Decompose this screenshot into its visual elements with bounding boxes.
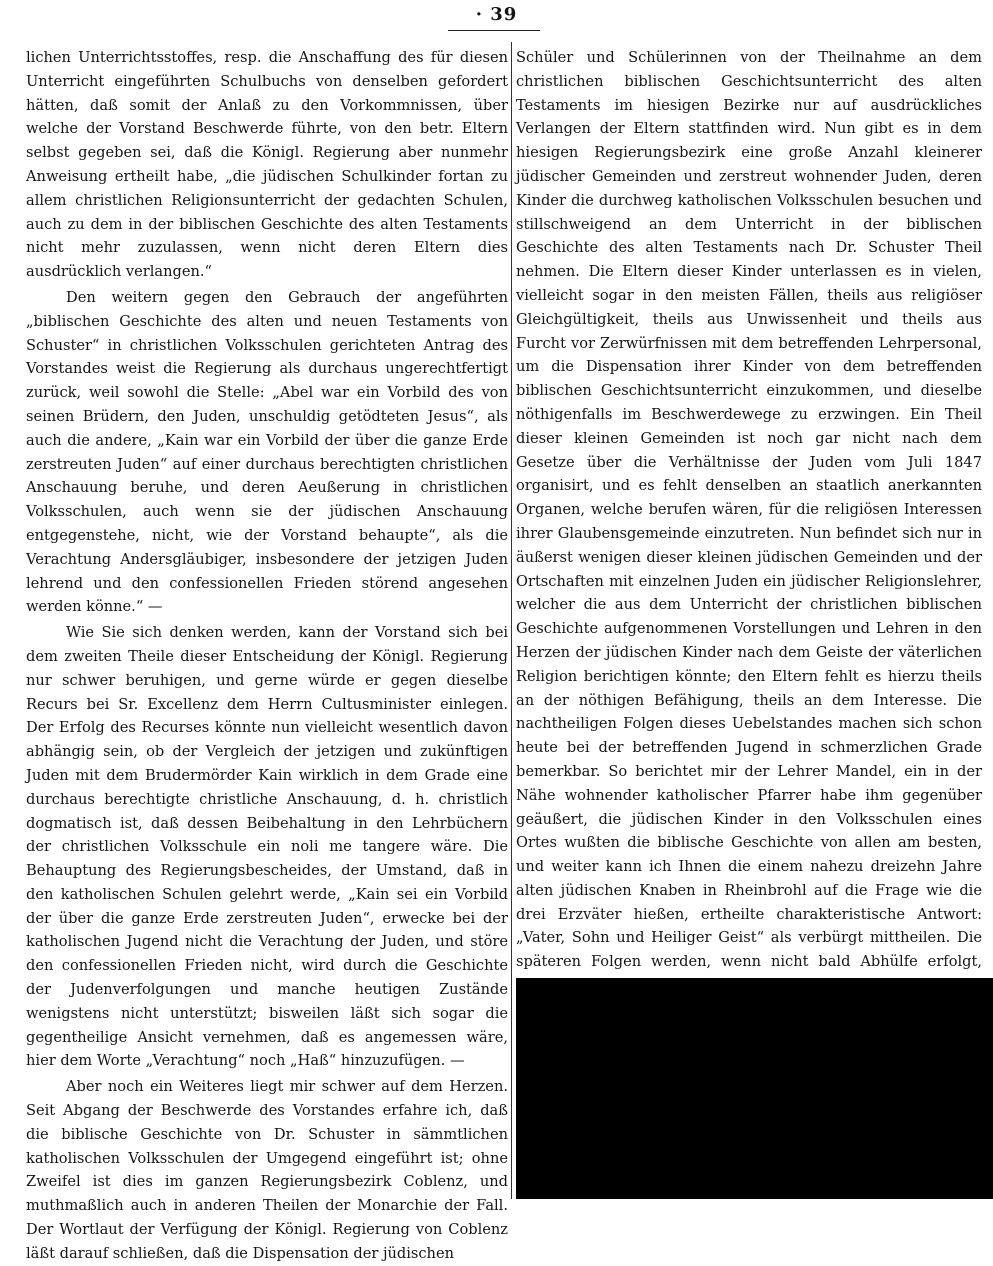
- scan-black-area: [516, 978, 993, 1199]
- left-paragraph-1: lichen Unterrichtsstoffes, resp. die Anschaffung des für diesen Unterricht eingeführten Schulbuchs von denselben gefordert hätten, daß somit der Anlaß zu den Vorkommnissen, über welche der Vorstand Beschwerde führte, von den betr. Eltern selbst gegeben sei, daß die Königl. Regierung aber nunmehr Anweisung ertheilt habe, „die jüdischen Schulkinder fortan zu allem christlichen Religionsunterricht der gedachten Schulen, auch zu dem in der biblischen Geschichte des alten Testaments nicht mehr zuzulassen, wenn nicht deren Eltern dies ausdrücklich verlangen.“: [26, 49, 508, 281]
- left-paragraph-4: Aber noch ein Weiteres liegt mir schwer auf dem Herzen. Seit Abgang der Beschwerde des Vorstandes erfahre ich, daß die biblische Geschichte von Dr. Schuster in sämmtlichen katholischen Volksschulen der Umgegend eingeführt ist; ohne Zweifel ist dies im ganzen Regierungsbezirk Coblenz, und muthmaßlich auch in anderen Theilen der Monarchie der Fall. Der Wortlaut der Verfügung der Königl. Regierung von Coblenz läßt darauf schließen, daß die Dispensation der jüdischen: [26, 1078, 508, 1262]
- right-column: [516, 46, 982, 976]
- left-paragraph-2: Den weitern gegen den Gebrauch der angeführten „biblischen Geschichte des alten und neuen Testaments von Schuster“ in christlichen Volksschulen gerichteten Antrag des Vorstandes weist die Regierung als durchaus ungerechtfertigt zurück, weil sowohl die Stelle: „Abel war ein Vorbild des von seinen Brüdern, den Juden, unschuldig getödteten Jesus“, als auch die andere, „Kain war ein Vorbild der über die ganze Erde zerstreuten Juden“ auf einer durchaus berechtigten christlichen Anschauung beruhe, und deren Aeußerung in christlichen Volksschulen, auch wenn sie der jüdischen Anschauung entgegenstehe, nicht, wie der Vorstand behaupte“, als die Verachtung Andersgläubiger, insbesondere der jetzigen Juden lehrend und den confessionellen Frieden störend angesehen werden könne.“ —: [26, 288, 508, 616]
- header-rule: [448, 30, 540, 31]
- page-number: · 39: [475, 4, 518, 25]
- left-paragraph-3: Wie Sie sich denken werden, kann der Vorstand sich bei dem zweiten Theile dieser Entscheidung der Königl. Regierung nur schwer beruhigen, und gerne würde er gegen dieselbe Recurs bei Sr. Excellenz dem Herrn Cultusminister einlegen. Der Erfolg des Recurses könnte nun vielleicht wesentlich davon abhängig sein, ob der Vergleich der jetzigen und zukünftigen Juden mit dem Brudermörder Kain wirklich in dem Grade eine durchaus berechtigte christliche Anschauung, d. h. christlich dogmatisch ist, daß dessen Beibehaltung in den Lehrbüchern der christlichen Volksschule ein noli me tangere wäre. Die Behauptung des Regierungsbescheides, der Umstand, daß in den katholischen Schulen gelehrt werde, „Kain sei ein Vorbild der über die ganze Erde zerstreuten Juden“, erwecke bei der katholischen Jugend nicht die Verachtung der Juden, und störe den confessionellen Frieden nicht, wird durch die Geschichte der Judenverfolgungen und manche heutigen Zustände wenigstens nicht unterstützt; bisweilen läßt sich sogar die gegentheilige Ansicht vernehmen, daß es angemessen wäre, hier dem Worte „Verachtung“ noch „Haß“ hinzuzufügen. —: [26, 624, 508, 1070]
- right-paragraph-1: Schüler und Schülerinnen von der Theilnahme an dem christlichen biblischen Geschichtsunterricht des alten Testaments im hiesigen Bezirke nur auf ausdrückliches Verlangen der Eltern stattfinden wird. Nun gibt es in dem hiesigen Regierungsbezirk eine große Anzahl kleinerer jüdischer Gemeinden und zerstreut wohnender Juden, deren Kinder die durchweg katholischen Volksschulen besuchen und stillschweigend an dem Unterricht in der biblischen Geschichte des alten Testaments nach Dr. Schuster Theil nehmen. Die Eltern dieser Kinder unterlassen es in vielen, vielleicht sogar in den meisten Fällen, theils aus religiöser Gleichgültigkeit, theils aus Unwissenheit und theils aus Furcht vor Zerwürfnissen mit dem betreffenden Lehrpersonal, um die Dispensation ihrer Kinder von dem betreffenden biblischen Geschichtsunterricht einzukommen, und dieselbe nöthigenfalls im Beschwerdewege zu erzwingen. Ein Theil dieser kleinen Gemeinden ist noch gar nicht nach dem Gesetze über die Verhältnisse der Juden vom Juli 1847 organisirt, und es fehlt denselben an staatlich anerkannten Organen, welche berufen wären, für die religiösen Interessen ihrer Glaubensgemeinde einzutreten. Nun befindet sich nur in äußerst wenigen dieser kleinen jüdischen Gemeinden und der Ortschaften mit einzelnen Juden ein jüdischer Religionslehrer, welcher die aus dem Unterricht der christlichen biblischen Geschichte aufgenommenen Vorstellungen und Lehren in den Herzen der jüdischen Kinder nach dem Geiste der väterlichen Religion berichtigen könnte; den Eltern fehlt es hierzu theils an der nöthigen Befähigung, theils an dem Interesse. Die nachtheiligen Folgen dieses Uebelstandes machen sich schon heute bei der betreffenden Jugend in schmerzlichen Grade bemerkbar. So berichtet mir der Lehrer Mandel, ein in der Nähe wohnender katholischer Pfarrer habe ihm gegenüber geäußert, die jüdischen Kinder in den Volksschulen eines Ortes wußten die biblische Geschichte von allen am besten, und weiter kann ich Ihnen die einem nahezu dreizehn Jahre alten jüdischen Knaben in Rheinbrohl auf die Frage wie die drei Erzväter hießen, ertheilte charakteristische Antwort: „Vater, Sohn und Heiliger Geist“ als verbürgt mittheilen. Die späteren Folgen werden, wenn nicht bald Abhülfe erfolgt,: [516, 49, 982, 971]
- column-divider: [511, 42, 512, 1199]
- page-number-value: 39: [490, 4, 518, 25]
- left-column: [26, 46, 508, 1262]
